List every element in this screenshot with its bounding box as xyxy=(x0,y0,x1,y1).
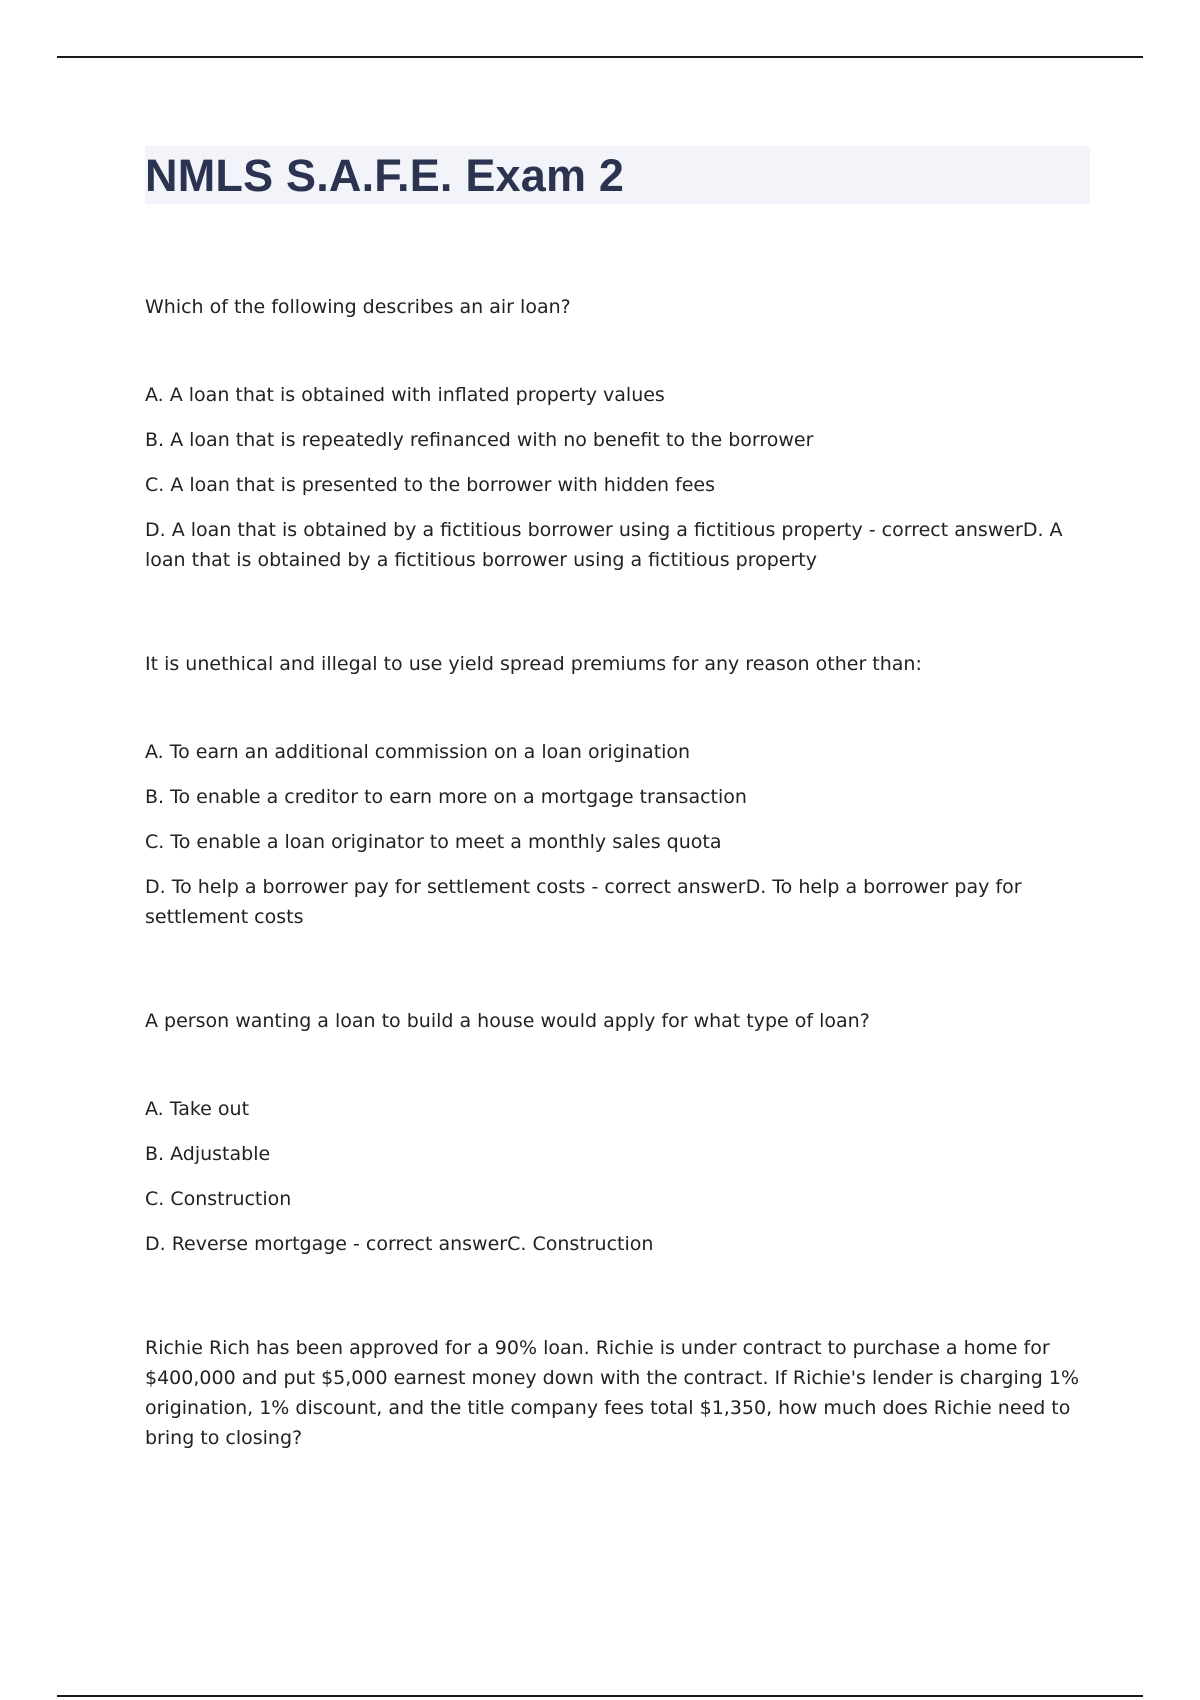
document-title: NMLS S.A.F.E. Exam 2 xyxy=(145,149,625,201)
question-text: Which of the following describes an air loan? xyxy=(145,296,571,318)
title-band xyxy=(145,146,1090,204)
answer-option: C. To enable a loan originator to meet a monthly sales quota xyxy=(145,831,722,853)
question-block-3 xyxy=(145,1006,1090,1259)
answer-option: B. A loan that is repeatedly refinanced with no benefit to the borrower xyxy=(145,429,814,451)
answer-option: C. A loan that is presented to the borrower with hidden fees xyxy=(145,474,715,496)
answer-option: C. Construction xyxy=(145,1188,292,1210)
question-text: It is unethical and illegal to use yield spread premiums for any reason other than: xyxy=(145,653,922,675)
top-rule xyxy=(57,56,1143,58)
answer-option: A. Take out xyxy=(145,1098,250,1120)
question-block-2 xyxy=(145,649,1090,932)
answer-option: B. To enable a creditor to earn more on a mortgage transaction xyxy=(145,786,747,808)
answer-option: D. Reverse mortgage - correct answerC. Construction xyxy=(145,1233,654,1255)
answer-option: B. Adjustable xyxy=(145,1143,271,1165)
answer-option: A. To earn an additional commission on a loan origination xyxy=(145,741,691,763)
answer-option: A. A loan that is obtained with inflated property values xyxy=(145,384,665,406)
question-text: A person wanting a loan to build a house would apply for what type of loan? xyxy=(145,1010,870,1032)
bottom-rule xyxy=(57,1695,1143,1697)
document-content xyxy=(145,146,1090,1527)
question-block-4 xyxy=(145,1333,1090,1453)
question-block-1 xyxy=(145,292,1090,575)
answer-option: D. A loan that is obtained by a fictitious borrower using a fictitious property - correct answerD. A loan that is obtained by a fictitious borrower using a fictitious property xyxy=(145,519,1063,571)
question-text: Richie Rich has been approved for a 90% loan. Richie is under contract to purchase a home for $400,000 and put $5,000 earnest money down with the contract. If Richie's lender is charging 1% origination, 1% discount, and the title company fees total $1,350, how much does Richie need to bring to closing? xyxy=(145,1337,1080,1449)
answer-option: D. To help a borrower pay for settlement costs - correct answerD. To help a borrower pay for settlement costs xyxy=(145,876,1022,928)
